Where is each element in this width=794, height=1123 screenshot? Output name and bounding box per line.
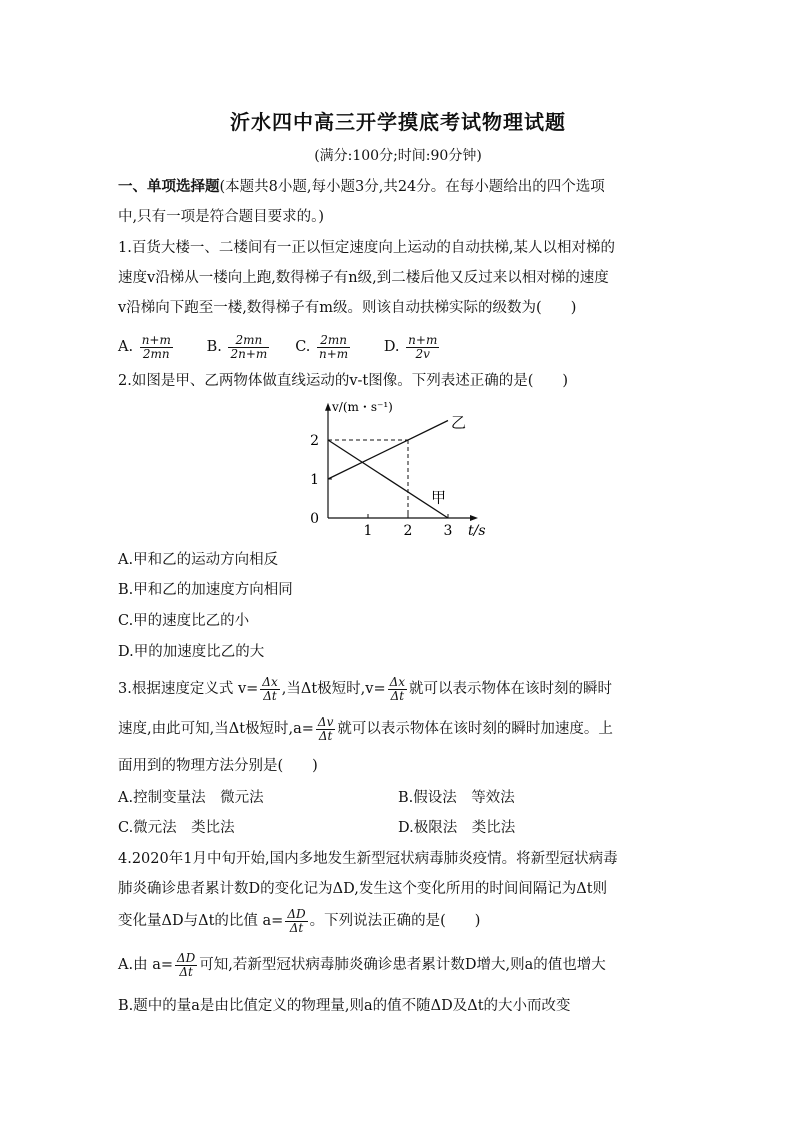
section-1-desc: (本题共8小题,每小题3分,共24分。在每小题给出的四个选项: [219, 179, 605, 195]
page-title: 沂水四中高三开学摸底考试物理试题: [230, 110, 566, 134]
y-axis-label: v/(m・s⁻¹): [332, 400, 393, 414]
section-1-header: [118, 177, 605, 197]
y-tick-label: 1: [310, 472, 319, 488]
q1-option-d[interactable]: D. $\frac{n+m}{2v}$: [383, 332, 438, 361]
q1-option-b[interactable]: B. $\frac{2mn}{2n+m}$: [206, 332, 268, 361]
q1-option-c[interactable]: C. $\frac{2mn}{n+m}$: [295, 332, 349, 361]
section-1-desc-2: 中,只有一项是符合题目要求的。): [118, 209, 325, 225]
q3-option-d[interactable]: D.极限法 类比法: [398, 820, 516, 836]
q3-option-c[interactable]: C.微元法 类比法: [118, 820, 235, 836]
series-label-yi: 乙: [451, 413, 467, 432]
q1-line-2: 速度v沿梯从一楼向上跑,数得梯子有n级,到二楼后他又反过来以相对梯的速度: [118, 270, 609, 286]
page-subtitle: (满分:100分;时间:90分钟): [314, 148, 482, 164]
section-1-label: 一、单项选择题: [118, 178, 220, 195]
q2-option-d[interactable]: D.甲的加速度比乙的大: [118, 644, 265, 660]
q3-line-3: 面用到的物理方法分别是( ): [118, 758, 318, 774]
x-axis-label: t/s: [468, 523, 486, 539]
x-tick-label: 3: [443, 523, 453, 539]
q4-option-a[interactable]: A.由 a= $\frac{\Delta D}{\Delta t}$ 可知,若新型冠状病毒肺炎确诊患者累计数D增大,则a的值也增大: [118, 950, 606, 979]
q3-line-1: 3.根据速度定义式 v= $\frac{\Delta x}{\Delta t}$ ,当Δt极短时,v= $\frac{\Delta x}{\Delta t}$ 就可以表示物体在该时刻的瞬时: [118, 674, 613, 703]
q4-line-3: 变化量ΔD与Δt的比值 a= $\frac{\Delta D}{\Delta t}$ 。下列说法正确的是( ): [118, 906, 481, 935]
q1-option-a[interactable]: A. $\frac{n+m}{2mn}$: [118, 332, 171, 361]
q2-option-b[interactable]: B.甲和乙的加速度方向相同: [118, 582, 293, 598]
x-axis-arrow: [470, 515, 478, 521]
q2-option-c[interactable]: C.甲的速度比乙的小: [118, 613, 250, 629]
series-line-1: [328, 440, 448, 518]
vt-graph: [298, 400, 498, 540]
q2-stem: 2.如图是甲、乙两物体做直线运动的v-t图像。下列表述正确的是( ): [118, 373, 569, 389]
x-tick-label: 2: [403, 523, 413, 539]
series-label-jia: 甲: [431, 488, 447, 507]
x-tick-label: 1: [363, 523, 373, 539]
q1-line-3: v沿梯向下跑至一楼,数得梯子有m级。则该自动扶梯实际的级数为( ): [118, 300, 577, 316]
q4-line-1: 4.2020年1月中旬开始,国内多地发生新型冠状病毒肺炎疫情。将新型冠状病毒: [118, 851, 618, 867]
q3-option-a[interactable]: A.控制变量法 微元法: [118, 790, 264, 806]
q3-option-b[interactable]: B.假设法 等效法: [398, 790, 515, 806]
q1-options: [118, 330, 441, 364]
q3-line-2: 速度,由此可知,当Δt极短时,a= $\frac{\Delta v}{\Delta t}$ 就可以表示物体在该时刻的瞬时加速度。上: [118, 714, 613, 743]
y-tick-label: 2: [310, 433, 319, 449]
q1-line-1: 1.百货大楼一、二楼间有一正以恒定速度向上运动的自动扶梯,某人以相对梯的: [118, 240, 615, 256]
series-line-2: [328, 421, 448, 480]
q2-option-a[interactable]: A.甲和乙的运动方向相反: [118, 552, 279, 568]
y-tick-label: 0: [310, 511, 319, 527]
y-axis-arrow: [325, 403, 331, 411]
q4-line-2: 肺炎确诊患者累计数D的变化记为ΔD,发生这个变化所用的时间间隔记为Δt则: [118, 881, 608, 897]
q4-option-b[interactable]: B.题中的量a是由比值定义的物理量,则a的值不随ΔD及Δt的大小而改变: [118, 998, 571, 1014]
